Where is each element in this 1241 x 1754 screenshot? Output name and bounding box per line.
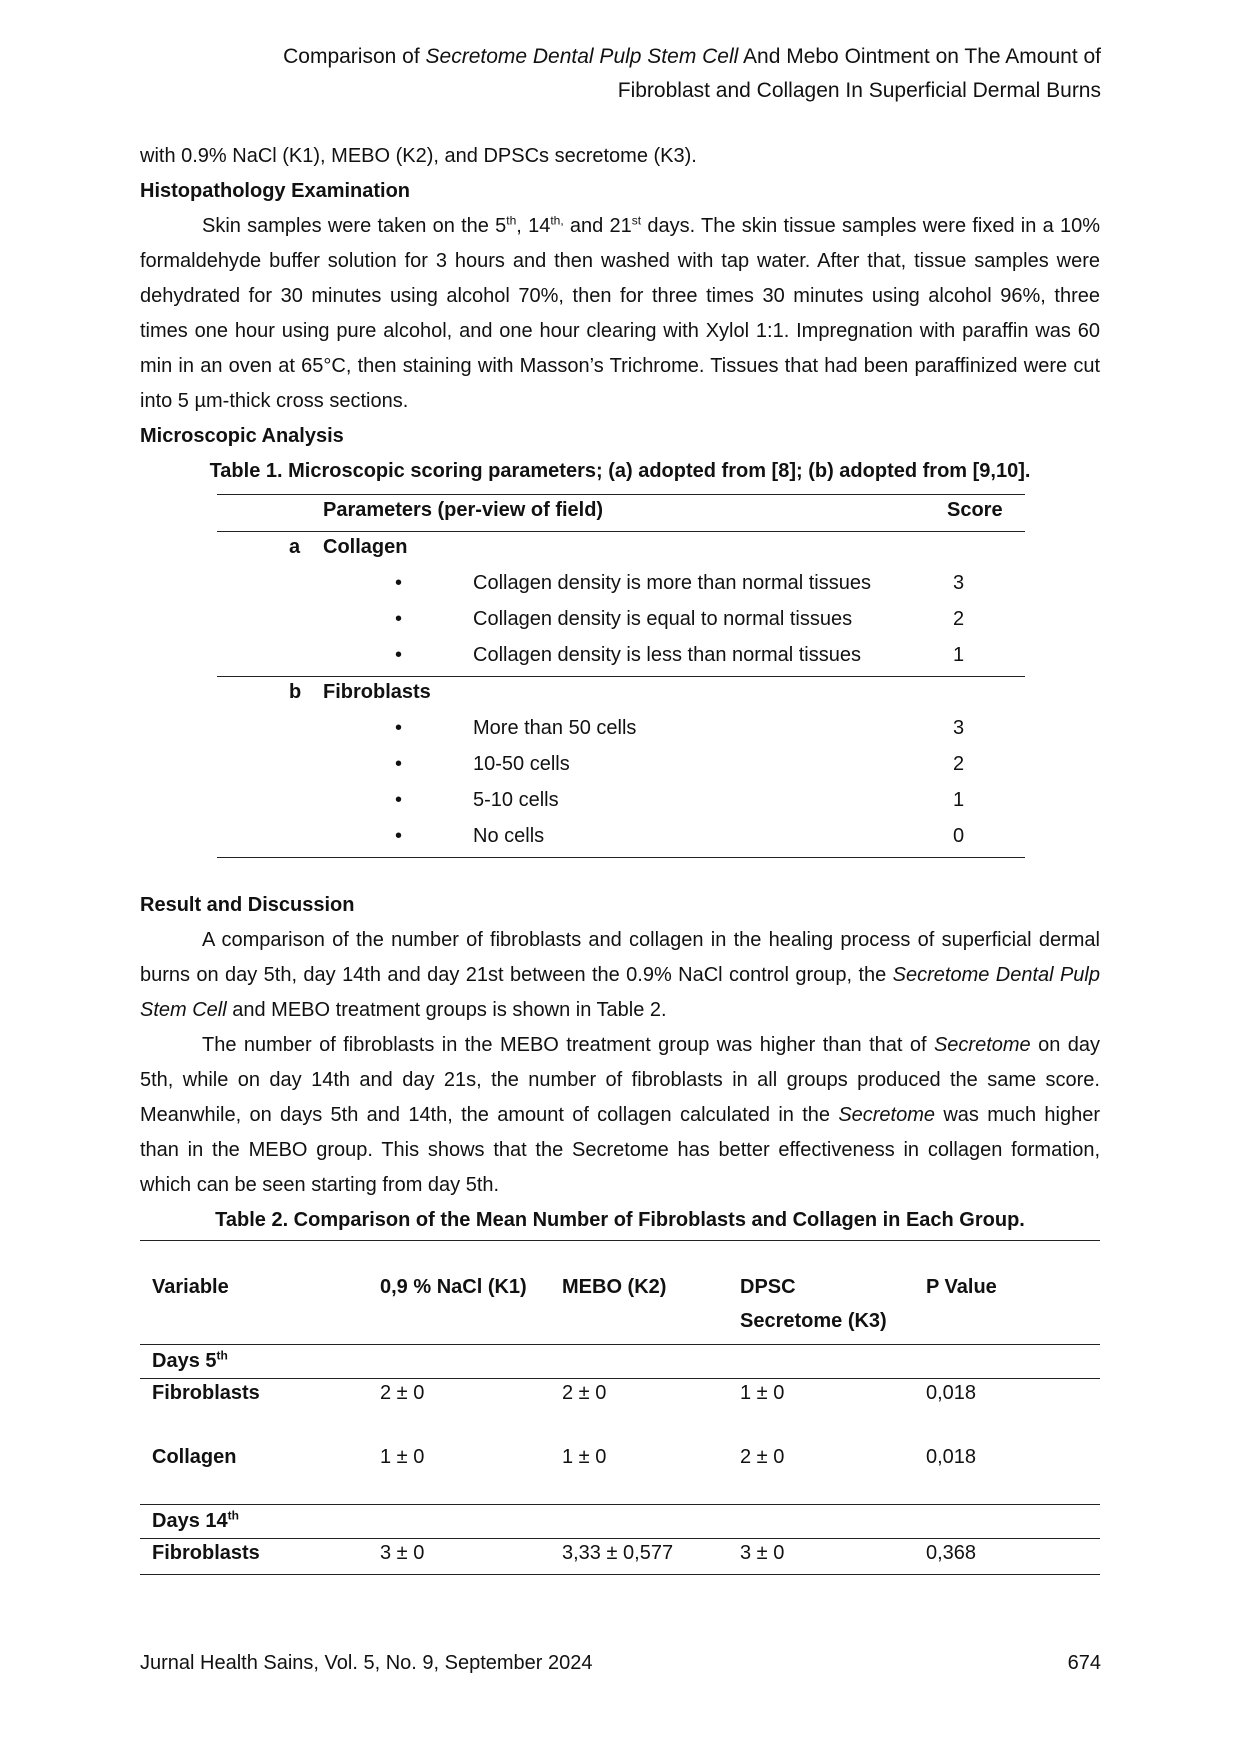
- table1-score: 1: [953, 789, 965, 811]
- table1-group-letter: b: [289, 681, 302, 703]
- table1-group-name: Fibroblasts: [323, 681, 431, 703]
- table2-cell: 3 ± 0: [740, 1542, 785, 1564]
- table2-header-dpsc: DPSC: [740, 1276, 796, 1298]
- footer-journal: Jurnal Health Sains, Vol. 5, No. 9, September 2024: [140, 1652, 593, 1674]
- table2-cell: Fibroblasts: [152, 1382, 260, 1404]
- table2-day14-rule: [140, 1538, 1100, 1539]
- table2-day14-label: Days 14th: [152, 1508, 239, 1532]
- table1-score: 2: [953, 753, 965, 775]
- table1-caption: Table 1. Microscopic scoring parameters; (a) adopted from [8]; (b) adopted from [9,10].: [209, 460, 1031, 482]
- table2-cell: 2 ± 0: [562, 1382, 607, 1404]
- table2-header-mebo: MEBO (K2): [562, 1276, 667, 1298]
- table1-group-b-row: [217, 676, 1025, 713]
- table2-cell: 0,018: [926, 1446, 977, 1468]
- table1-row: [217, 821, 1025, 858]
- bullet-icon: •: [395, 644, 403, 666]
- table2-cell: 1 ± 0: [380, 1446, 425, 1468]
- table1-desc: 5-10 cells: [473, 789, 559, 811]
- table1-desc: Collagen density is equal to normal tissues: [473, 608, 853, 630]
- table1-group-letter: a: [289, 536, 301, 558]
- table2-header-rule: [140, 1344, 1100, 1345]
- table2-bottom-rule: [140, 1574, 1100, 1575]
- table2-header-pvalue: P Value: [926, 1276, 997, 1298]
- table2-cell: Fibroblasts: [152, 1542, 260, 1564]
- table2-caption: Table 2. Comparison of the Mean Number of Fibroblasts and Collagen in Each Group.: [215, 1209, 1025, 1231]
- table2-header-variable: Variable: [152, 1276, 229, 1298]
- table1-score: 2: [953, 608, 965, 630]
- table1-row: [217, 749, 1025, 785]
- table2-cell: 2 ± 0: [740, 1446, 785, 1468]
- table1-row: [217, 785, 1025, 821]
- table1-header-row: [217, 494, 1025, 531]
- table2-cell: 1 ± 0: [740, 1382, 785, 1404]
- table1-group-a-row: [217, 531, 1025, 568]
- table2-header-nacl: 0,9 % NaCl (K1): [380, 1276, 527, 1298]
- running-header: [121, 40, 1101, 108]
- bullet-icon: •: [395, 717, 403, 739]
- body-section-top: [140, 139, 1100, 489]
- table1-score: 1: [953, 644, 965, 666]
- bullet-icon: •: [395, 572, 403, 594]
- table2-cell: Collagen: [152, 1446, 237, 1468]
- table2-cell: 0,368: [926, 1542, 977, 1564]
- table1-header-parameters: Parameters (per-view of field): [323, 499, 604, 521]
- table2-cell: 2 ± 0: [380, 1382, 425, 1404]
- table2-cell: 3 ± 0: [380, 1542, 425, 1564]
- table1-row: [217, 640, 1025, 676]
- table1-desc: 10-50 cells: [473, 753, 570, 775]
- table2-cell: 3,33 ± 0,577: [562, 1542, 674, 1564]
- section-heading-histopathology: Histopathology Examination: [140, 180, 411, 202]
- table1-row: [217, 604, 1025, 640]
- table1-desc: No cells: [473, 825, 545, 847]
- table2-cell: 0,018: [926, 1382, 977, 1404]
- bullet-icon: •: [395, 608, 403, 630]
- table1-row: [217, 713, 1025, 749]
- bullet-icon: •: [395, 789, 403, 811]
- table1-score: 3: [953, 572, 965, 594]
- section-heading-microscopic: Microscopic Analysis: [140, 425, 344, 447]
- table1-desc: Collagen density is less than normal tissues: [473, 644, 861, 666]
- results-paragraph-2: The number of fibroblasts in the MEBO treatment group was higher than that of Secretome on day 5th, while on day 14th and day 21s, the number of fibroblasts in all groups produced the same score. Meanwhile, on days 5th and 14th, the amount of collagen calculated in the Secretome was much higher than in the MEBO group. This shows that the Secretome has better effectiveness in collagen formation, which can be seen starting from day 5th.: [140, 1034, 1100, 1196]
- bullet-icon: •: [395, 825, 403, 847]
- running-header-line1: Comparison of Secretome Dental Pulp Stem Cell And Mebo Ointment on The Amount of: [283, 45, 1101, 68]
- bullet-icon: •: [395, 753, 403, 775]
- table1-desc: Collagen density is more than normal tissues: [473, 572, 871, 594]
- table1-desc: More than 50 cells: [473, 717, 637, 739]
- table1-score: 3: [953, 717, 965, 739]
- body-section-results: [140, 888, 1100, 1238]
- table2-header-dpsc-line2: Secretome (K3): [740, 1310, 887, 1332]
- histopathology-paragraph: Skin samples were taken on the 5th, $14^{th,}$ and 21st days. The skin tissue samples were fixed in a 10% formaldehyde buffer solution for 3 hours and then washed with tap water. After that, tissue samples were dehydrated for 30 minutes using alcohol 70%, then for three times 30 minutes using alcohol 96%, three times one hour using pure alcohol, and one hour clearing with Xylol 1:1. Impregnation with paraffin was 60 min in an oven at 65°C, then staining with Masson’s Trichrome. Tissues that had been paraffinized were cut into 5 µm-thick cross sections.: [140, 213, 1100, 412]
- footer-page-number: 674: [1067, 1652, 1101, 1674]
- table2-day5-label: Days 5th: [152, 1348, 228, 1372]
- intro-continuation: with 0.9% NaCl (K1), MEBO (K2), and DPSCs secretome (K3).: [140, 145, 697, 167]
- table2-top-rule: [140, 1240, 1100, 1241]
- table1: [217, 494, 1025, 858]
- table2-day5-rule: [140, 1378, 1100, 1379]
- table2-day14-top-rule: [140, 1504, 1100, 1505]
- results-paragraph-1: A comparison of the number of fibroblasts and collagen in the healing process of superficial dermal burns on day 5th, day 14th and day 21st between the 0.9% NaCl control group, the Secretome Dental Pulp Stem Cell and MEBO treatment groups is shown in Table 2.: [140, 929, 1100, 1021]
- section-heading-results: Result and Discussion: [140, 894, 355, 916]
- table1-score: 0: [953, 825, 965, 847]
- table1-group-name: Collagen: [323, 536, 408, 558]
- table2-cell: 1 ± 0: [562, 1446, 607, 1468]
- running-header-line2: Fibroblast and Collagen In Superficial Dermal Burns: [617, 79, 1101, 102]
- table1-row: [217, 568, 1025, 604]
- table1-header-score: Score: [947, 499, 1003, 521]
